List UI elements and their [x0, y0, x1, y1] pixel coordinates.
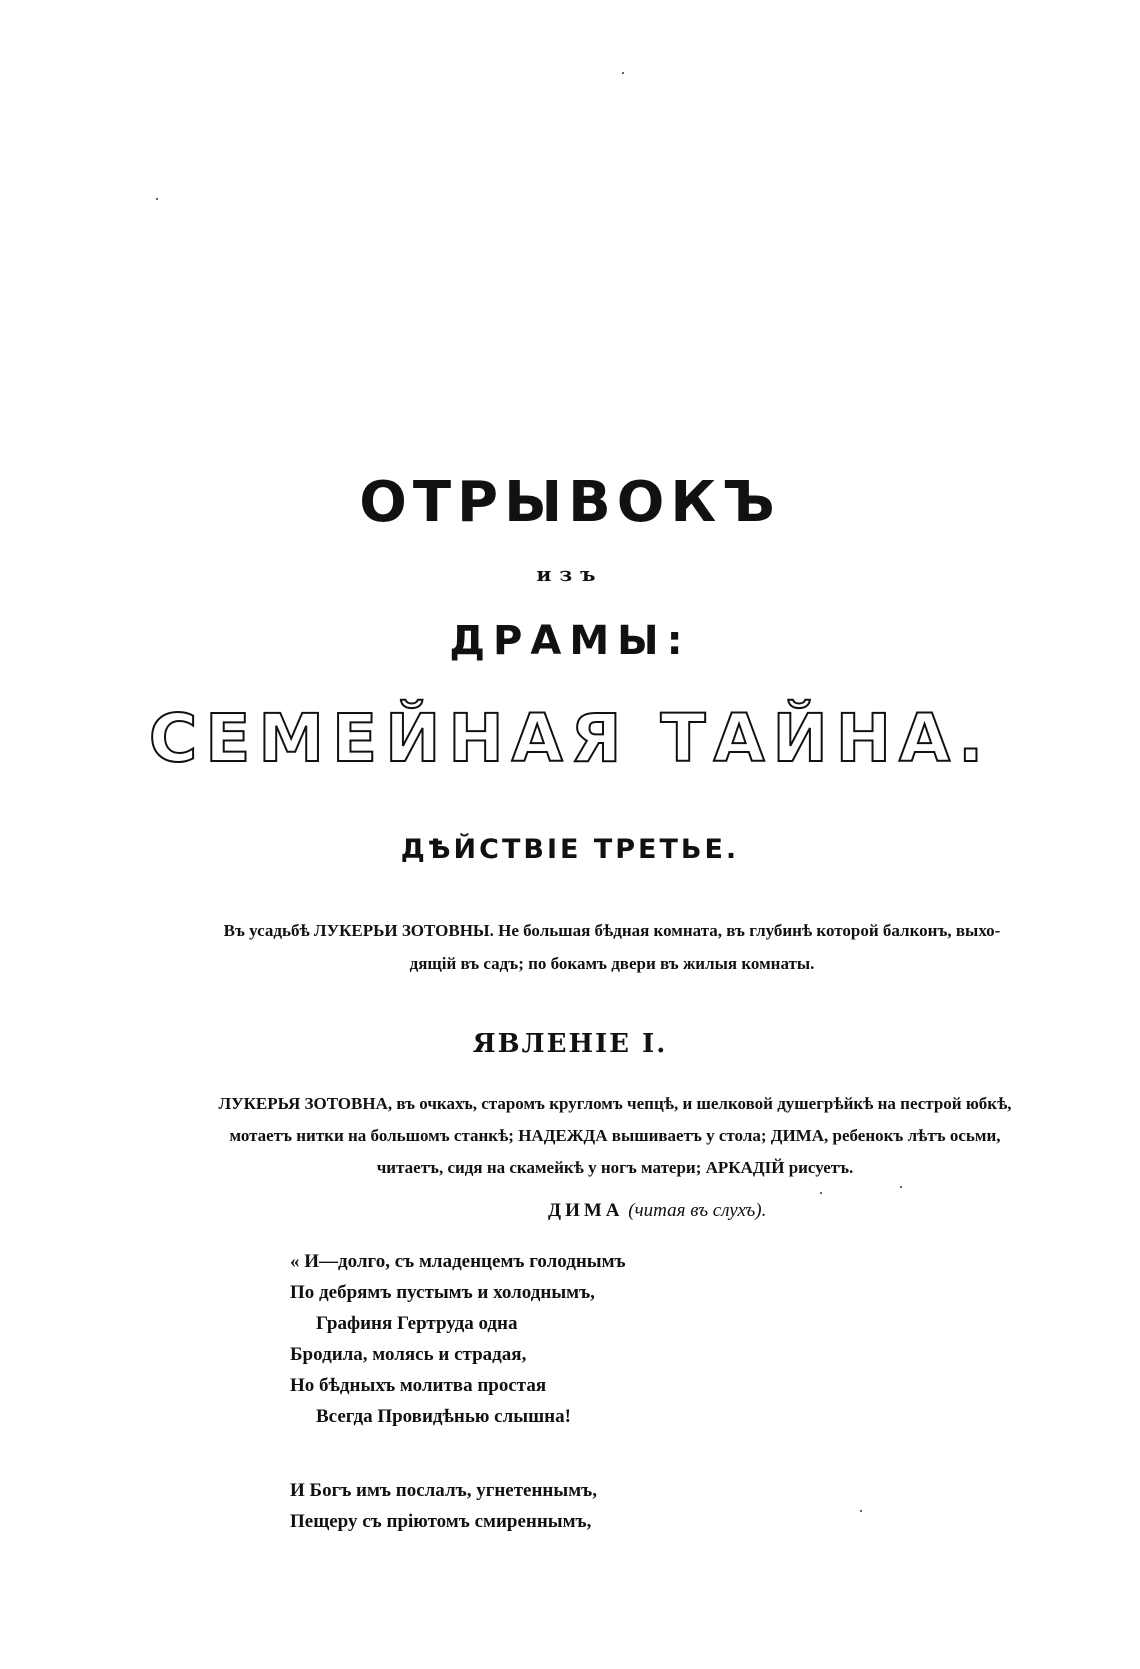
heading-drama: ДРАМЫ: — [449, 618, 691, 664]
direction-line: мотаетъ нитки на большомъ станкѣ; НАДЕЖДА вышиваетъ у стола; ДИМА, ребенокъ лѣтъ осьми, — [229, 1126, 1001, 1145]
setting-line: Въ усадьбѣ ЛУКЕРЬИ ЗОТОВНЫ. Не большая бѣдная комната, въ глубинѣ которой балконъ, выхо- — [223, 921, 1001, 940]
verse-line: По дебрямъ пустымъ и холоднымъ, — [290, 1282, 595, 1303]
print-speck — [622, 72, 624, 74]
verse-line: И Богъ имъ послалъ, угнетеннымъ, — [290, 1480, 597, 1501]
verse-line: « И—долго, съ младенцемъ голоднымъ — [290, 1251, 626, 1272]
heading-title: ОТРЫВОКЪ — [359, 470, 781, 535]
verse-line: Графиня Гертруда одна — [316, 1313, 518, 1334]
stage-direction — [152, 1088, 1078, 1184]
setting-line: дящій въ садъ; по бокамъ двери въ жилыя комнаты. — [409, 954, 815, 973]
print-speck — [820, 1192, 822, 1194]
scene-heading: ЯВЛЕНІЕ I. — [472, 1029, 668, 1059]
verse-line: Бродила, молясь и страдая, — [290, 1344, 527, 1365]
speaker-note: (читая въ слухъ). — [628, 1200, 767, 1221]
direction-line: ЛУКЕРЬЯ ЗОТОВНА, въ очкахъ, старомъ кругломъ чепцѣ, и шелковой душегрѣйкѣ на пестрой юбкѣ, — [218, 1094, 1012, 1113]
verse-line: Но бѣдныхъ молитва простая — [290, 1375, 547, 1396]
verse-line: Пещеру съ пріютомъ смиреннымъ, — [290, 1511, 592, 1532]
speaker-name: ДИМА — [548, 1200, 624, 1221]
verse-stanza — [290, 1475, 597, 1537]
print-speck — [860, 1510, 862, 1512]
print-speck — [900, 1186, 902, 1188]
heading-from: изъ — [536, 562, 604, 586]
setting-description — [152, 914, 1072, 980]
print-speck — [156, 198, 158, 200]
direction-line: читаетъ, сидя на скамейкѣ у ногъ матери; АРКАДІЙ рисуетъ. — [376, 1158, 854, 1177]
play-title: СЕМЕЙНАЯ ТАЙНА. — [148, 700, 992, 777]
verse-stanza — [290, 1246, 626, 1432]
speaker-cue — [548, 1200, 766, 1222]
verse-line: Всегда Провидѣнью слышна! — [316, 1406, 571, 1427]
act-heading: ДѢЙСТВІЕ ТРЕТЬЕ. — [400, 834, 740, 865]
